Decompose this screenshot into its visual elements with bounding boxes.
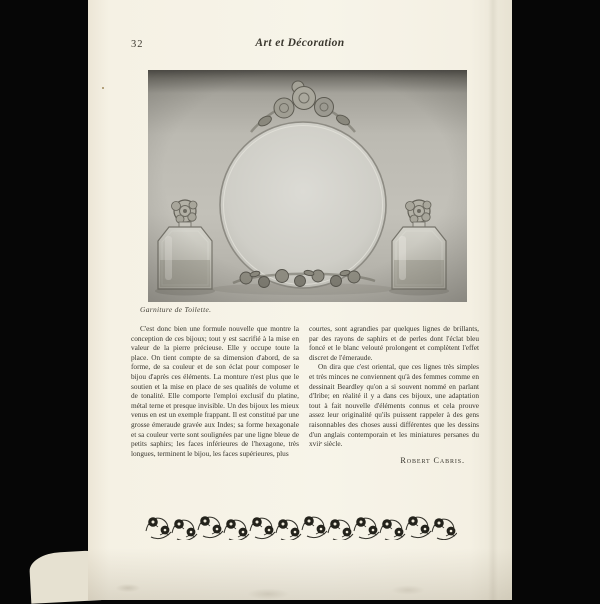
- paper-speck: [102, 87, 104, 89]
- article-paragraph: C'est donc bien une formule nouvelle que montre la conception de ces bijoux; tout y est sacrifié à la mise en valeur de la pierre précieuse. Elle y occupe toute la place. On tient compte de sa dimension d'abord, de sa forme, de sa couleur et de son éclat pour composer le bijou d'après ces éléments. La monture n'est plus que le soutien et la mise en place de ses qualités de volume et de tonalité. Elle comporte l'emploi exclusif du platine, métal terne et presque invisible. Un des bijoux les mieux venus en est un exemple frappant. Il est constitué par une grosse émeraude gravée aux Indes; sa forme hexagonale et sa couleur verte sont soulignées par une ligne bleue de petits saphirs; les faces inférieures de l'hexagone, très longues, terminent le bijou, les faces supérieures, plus: [131, 324, 299, 458]
- article-body: [131, 324, 479, 465]
- toilette-set-photograph: [148, 70, 467, 302]
- journal-title: Art et Décoration: [255, 37, 345, 49]
- magazine-page: [88, 0, 512, 600]
- page-number: 32: [131, 39, 144, 50]
- photograph-scene: [148, 70, 467, 302]
- article-paragraph: courtes, sont agrandies par quelques lignes de brillants, par des rayons de saphirs et de perles dont l'éclat bleu foncé et le blanc velouté prolongent et complètent l'effet discret de l'émeraude.: [309, 324, 479, 362]
- article-column-right: [309, 324, 479, 465]
- photo-caption: Garniture de Toilette.: [140, 305, 212, 314]
- floral-border-ornament: [145, 512, 457, 540]
- article-paragraph: On dira que c'est oriental, que ces lignes très simples et très minces ne conviennent qu'à des femmes comme en dessinait Beardley qu'on a si souvent nommé en parlant d'Iribe; en réalité il y a dans ces bijoux, une adaptation tout à fait nouvelle d'éléments connus et cela prouve assez leur originalité qu'ils puissent rappeler à des gens raisonnables des choses aussi différentes que les dessins d'un anglais contemporain et les miniatures persanes du xviiᵉ siècle.: [309, 362, 479, 449]
- author-signature: Robert Cabris.: [400, 455, 465, 465]
- rose-frieze-icon: [145, 512, 457, 540]
- article-column-left: [131, 324, 299, 465]
